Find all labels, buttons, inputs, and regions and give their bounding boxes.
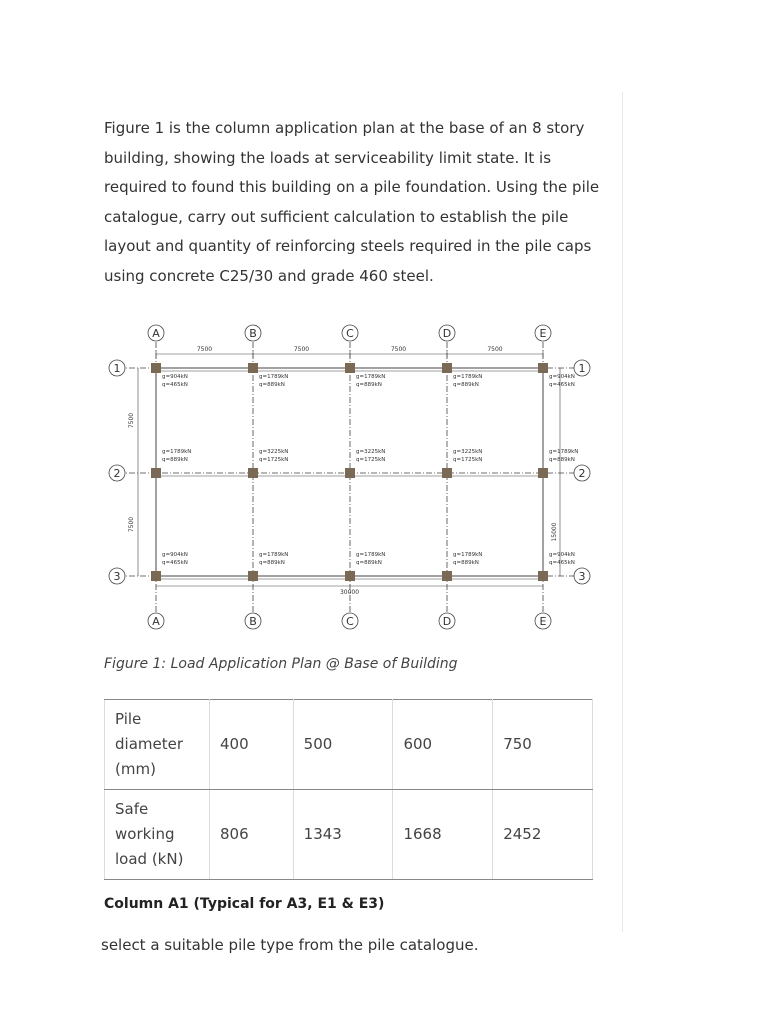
column-square: [538, 468, 548, 478]
table-cell: 750: [493, 700, 593, 790]
column-square: [248, 468, 258, 478]
table-row: [105, 700, 593, 790]
total-height-label: 15000: [551, 522, 558, 542]
column-load-label: g=904kN: [549, 374, 575, 380]
column-square: [538, 571, 548, 581]
column-load-label: g=1789kN: [356, 552, 386, 558]
column-load-label: q=1725kN: [453, 457, 483, 463]
table-cell: 1343: [293, 790, 393, 880]
column-load-label: g=3225kN: [453, 449, 483, 455]
grid-label-e: E: [539, 615, 547, 628]
pile-catalogue-table: [104, 699, 593, 880]
grid-label-row-2: 2: [578, 467, 586, 480]
load-application-plan-figure: [104, 318, 604, 638]
column-load-label: g=1789kN: [162, 449, 192, 455]
side-dimension-label: 7500: [128, 516, 135, 533]
column-load-label: g=1789kN: [549, 449, 579, 455]
grid-label-c: C: [346, 327, 354, 340]
column-square: [442, 571, 452, 581]
column-load-label: q=889kN: [162, 457, 188, 463]
columns: [151, 363, 548, 581]
grid-label-a: A: [152, 615, 160, 628]
column-square: [151, 571, 161, 581]
figure-caption: Figure 1: Load Application Plan @ Base of Building: [104, 656, 458, 672]
table-cell: 1668: [393, 790, 493, 880]
column-load-label: g=904kN: [162, 374, 188, 380]
table-cell: 600: [393, 700, 493, 790]
table-row: [105, 790, 593, 880]
closing-paragraph: select a suitable pile type from the pile catalogue.: [101, 936, 479, 954]
column-load-label: q=1725kN: [356, 457, 386, 463]
grid-label-a: A: [152, 327, 160, 340]
column-load-label: g=904kN: [549, 552, 575, 558]
column-square: [248, 363, 258, 373]
column-load-label: q=889kN: [259, 560, 285, 566]
grid-label-row-3: 3: [113, 570, 121, 583]
column-load-label: g=3225kN: [356, 449, 386, 455]
grid-label-row-2: 2: [113, 467, 121, 480]
column-load-label: g=1789kN: [356, 374, 386, 380]
grid-label-b: B: [249, 615, 257, 628]
column-load-label: q=889kN: [259, 382, 285, 388]
column-load-label: g=1789kN: [453, 552, 483, 558]
total-width-label: 30000: [339, 589, 360, 596]
column-load-label: q=889kN: [549, 457, 575, 463]
grid-label-row-1: 1: [578, 362, 586, 375]
column-load-label: g=904kN: [162, 552, 188, 558]
bay-dimension-label: 7500: [293, 346, 310, 353]
column-load-label: g=1789kN: [259, 374, 289, 380]
column-load-label: q=889kN: [356, 382, 382, 388]
bay-dimension-label: 7500: [196, 346, 213, 353]
column-square: [442, 468, 452, 478]
column-load-label: g=1789kN: [453, 374, 483, 380]
bay-dimension-label: 7500: [390, 346, 407, 353]
grid-label-row-1: 1: [113, 362, 121, 375]
column-square: [345, 571, 355, 581]
column-square: [345, 468, 355, 478]
table-cell: 500: [293, 700, 393, 790]
column-square: [151, 363, 161, 373]
column-load-label: g=1789kN: [259, 552, 289, 558]
safe-working-load-label: Safe working load (kN): [105, 790, 210, 880]
column-load-label: q=889kN: [356, 560, 382, 566]
column-square: [248, 571, 258, 581]
section-heading: Column A1 (Typical for A3, E1 & E3): [104, 896, 385, 912]
grid-label-e: E: [539, 327, 547, 340]
column-load-label: q=465kN: [549, 560, 575, 566]
table-cell: 806: [210, 790, 294, 880]
column-square: [151, 468, 161, 478]
grid-label-c: C: [346, 615, 354, 628]
column-load-label: q=1725kN: [259, 457, 289, 463]
grid-label-b: B: [249, 327, 257, 340]
column-load-label: q=465kN: [162, 560, 188, 566]
column-square: [538, 363, 548, 373]
column-load-label: g=3225kN: [259, 449, 289, 455]
column-square: [442, 363, 452, 373]
pile-diameter-label: Pile diameter (mm): [105, 700, 210, 790]
page-divider-line: [622, 92, 623, 932]
table-cell: 400: [210, 700, 294, 790]
column-load-label: q=889kN: [453, 382, 479, 388]
grid-label-d: D: [442, 327, 452, 340]
side-dimension-label: 7500: [128, 412, 135, 429]
column-load-label: q=889kN: [453, 560, 479, 566]
grid-label-row-3: 3: [578, 570, 586, 583]
grid-label-d: D: [442, 615, 452, 628]
column-load-label: q=465kN: [549, 382, 575, 388]
column-square: [345, 363, 355, 373]
column-load-label: q=465kN: [162, 382, 188, 388]
intro-paragraph: Figure 1 is the column application plan at the base of an 8 story building, showing the loads at serviceability limit state. It is required to found this building on a pile foundation. Using the pile catalogue, carry out sufficient calculation to establish the pile layout and quantity of reinforcing steels required in the pile caps using concrete C25/30 and grade 460 steel.: [104, 119, 600, 285]
table-cell: 2452: [493, 790, 593, 880]
bay-dimension-label: 7500: [487, 346, 503, 353]
